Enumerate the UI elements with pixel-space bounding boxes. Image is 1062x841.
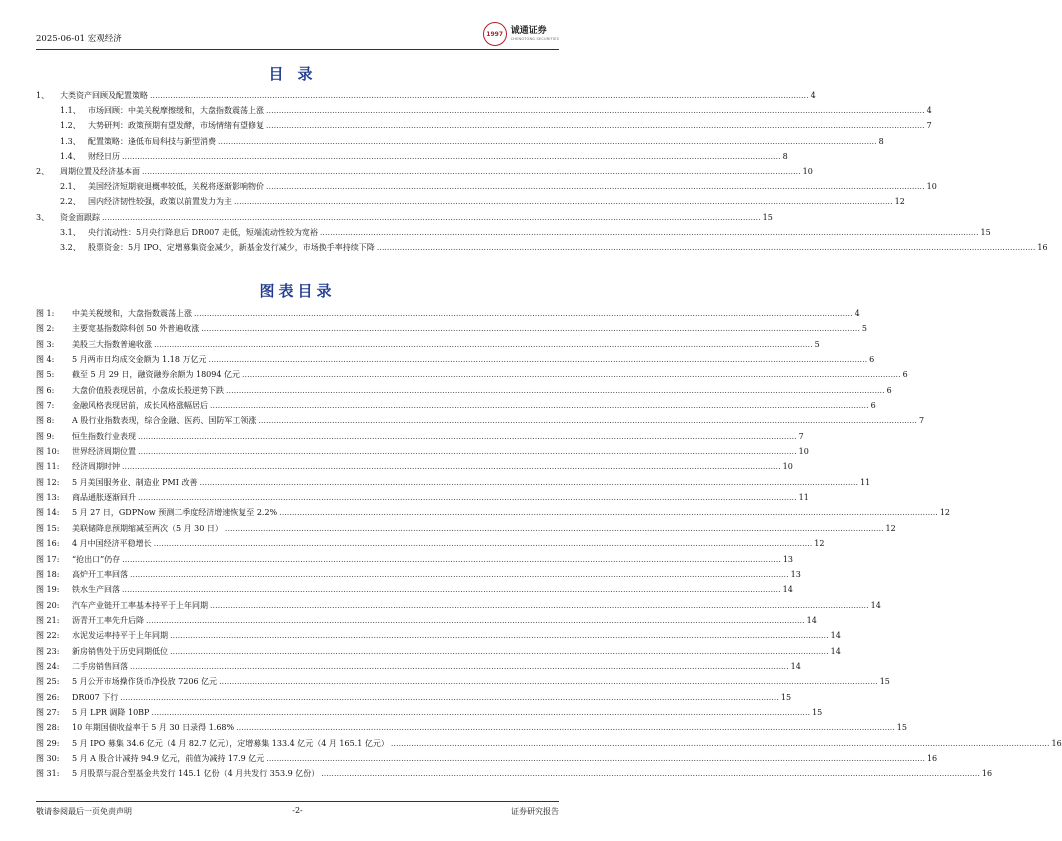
figure-entry-number: 图 8:	[36, 416, 55, 426]
figure-entry[interactable]	[36, 690, 792, 705]
dot-leader	[122, 459, 781, 474]
toc-entry[interactable]	[36, 103, 932, 118]
figure-entry[interactable]	[36, 613, 817, 628]
dot-leader	[209, 352, 868, 367]
figure-entry-page: 15	[812, 707, 823, 717]
toc-title: 目录	[268, 65, 327, 83]
figure-entry[interactable]	[36, 337, 820, 352]
toc-entry-title: 财经日历	[88, 151, 120, 161]
figure-entry-page: 12	[885, 523, 896, 533]
figure-entry-number: 图 21:	[36, 615, 60, 625]
figure-entry-page: 15	[896, 723, 907, 733]
toc-entry[interactable]	[36, 88, 816, 103]
figure-entry-page: 6	[902, 370, 908, 380]
figure-entry-title: 经济周期时钟	[72, 462, 120, 472]
figure-entry-title: 水泥发运率持平于上年同期	[72, 631, 168, 641]
toc-entry-page: 8	[782, 151, 788, 161]
figure-entry-number: 图 23:	[36, 646, 60, 656]
dot-leader	[138, 444, 797, 459]
dot-leader	[170, 628, 829, 643]
toc-entry[interactable]	[36, 210, 773, 225]
figure-entry[interactable]	[36, 598, 881, 613]
figure-entry[interactable]	[36, 766, 993, 781]
figure-entry-title: 5 月 A 股合计减持 94.9 亿元，前值为减持 17.9 亿元	[72, 753, 265, 763]
figure-entry-page: 15	[780, 692, 792, 702]
figure-entry[interactable]	[36, 505, 950, 520]
figure-entry-number: 图 19:	[36, 585, 60, 595]
figure-entry-page: 7	[798, 431, 804, 441]
figure-entry-number: 图 7:	[36, 401, 55, 411]
toc-entry[interactable]	[36, 164, 813, 179]
figure-entry-page: 11	[860, 477, 871, 487]
figure-entry-number: 图 2:	[36, 324, 55, 334]
dot-leader	[138, 490, 797, 505]
figure-entry[interactable]	[36, 751, 938, 766]
dot-leader	[154, 536, 813, 551]
figure-entry-title: DR007 下行	[72, 692, 119, 702]
figure-entry-page: 12	[939, 508, 950, 518]
figure-entry-number: 图 13:	[36, 493, 60, 503]
toc-entry-page: 15	[980, 227, 991, 237]
toc-entry-number: 1.2、	[60, 121, 81, 131]
figure-entry-number: 图 3:	[36, 339, 55, 349]
figure-entry-number: 图 14:	[36, 508, 60, 518]
figure-entry-title: 5 月公开市场操作货币净投放 7206 亿元	[72, 677, 218, 687]
figure-entry-page: 4	[854, 309, 860, 318]
toc-entry[interactable]	[36, 240, 1048, 255]
logo-name-cn: 诚通证券	[510, 25, 547, 36]
figure-entry-title: 大盘价值股表现居前，小盘成长股逆势下跌	[72, 385, 224, 395]
figure-entry-page: 10	[798, 447, 809, 457]
figure-entry-title: 美股三大指数普遍收涨	[72, 339, 152, 349]
dot-leader	[120, 690, 779, 705]
toc-entry-title: 市场回顾：中美关税摩擦缓和，大盘指数震荡上涨	[88, 106, 264, 116]
figure-entry-title: 4 月中国经济平稳增长	[72, 539, 152, 549]
figure-entry[interactable]	[36, 459, 793, 474]
figure-entry-title: 5 月股票与混合型基金共发行 145.1 亿份（4 月共发行 353.9 亿份）	[72, 769, 320, 779]
figure-entry-number: 图 15:	[36, 523, 60, 533]
dot-leader	[225, 521, 884, 536]
toc-entry-title: 大类资产回顾及配置策略	[60, 91, 148, 100]
figure-entry[interactable]	[36, 413, 925, 428]
dot-leader	[130, 567, 789, 582]
figure-entry[interactable]	[36, 306, 860, 321]
figure-entry-number: 图 9:	[36, 431, 55, 441]
dot-leader	[102, 210, 761, 225]
toc-entry-number: 1、	[36, 91, 50, 100]
dot-leader	[210, 398, 869, 413]
figure-entry-title: 铁水生产回落	[72, 585, 120, 595]
dot-leader	[150, 88, 809, 103]
figure-entry-title: 新房销售处于历史同期低位	[72, 646, 168, 656]
dot-leader	[146, 613, 805, 628]
figure-entry-number: 图 29:	[36, 738, 60, 748]
figure-entry[interactable]	[36, 321, 867, 336]
toc-entry-number: 2.1、	[60, 182, 81, 192]
dot-leader	[377, 240, 1036, 255]
figure-index	[36, 306, 1062, 782]
dot-leader	[218, 134, 877, 149]
figure-entry-title: “抢出口”仍存	[72, 554, 121, 564]
toc-entry-number: 2、	[36, 166, 50, 176]
dot-leader	[242, 367, 901, 382]
toc-entry-title: 央行流动性：5月央行降息后 DR007 走低，短端流动性较为宽裕	[88, 227, 318, 237]
figure-entry-number: 图 31:	[36, 769, 60, 779]
toc-entry-page: 8	[878, 136, 884, 146]
toc-entry-title: 大势研判：政策预期有望发酵，市场情绪有望修复	[88, 121, 264, 131]
figure-entry-title: 二手房销售回落	[72, 661, 128, 671]
dot-leader	[391, 736, 1050, 751]
figure-entry-number: 图 4:	[36, 355, 55, 365]
dot-leader	[122, 149, 781, 164]
figure-entry-title: 恒生指数行业表现	[72, 431, 136, 441]
toc-entry-page: 4	[926, 106, 932, 116]
toc-entry-number: 2.2、	[60, 197, 81, 207]
figure-entry-title: 沥青开工率先升后降	[72, 615, 144, 625]
dot-leader	[219, 674, 878, 689]
figure-entry-page: 6	[886, 385, 892, 395]
figure-index-title: 图表目录	[259, 282, 336, 300]
dot-leader	[154, 337, 813, 352]
figure-entry-page: 14	[870, 600, 881, 610]
toc-entry[interactable]	[36, 134, 884, 149]
figure-entry[interactable]	[36, 567, 801, 582]
figure-entry-number: 图 6:	[36, 385, 55, 395]
figure-entry[interactable]	[36, 644, 841, 659]
dot-leader	[130, 659, 789, 674]
figure-entry-title: 汽车产业链开工率基本持平于上年同期	[72, 600, 208, 610]
figure-entry-page: 13	[782, 554, 794, 564]
figure-entry[interactable]	[36, 674, 890, 689]
figure-entry-number: 图 27:	[36, 707, 60, 717]
dot-leader	[194, 306, 853, 321]
figure-entry-title: 5 月美国服务业、制造业 PMI 改善	[72, 477, 198, 487]
figure-entry[interactable]	[36, 552, 794, 567]
toc-entry[interactable]	[36, 225, 991, 240]
dot-leader	[210, 598, 869, 613]
dot-leader	[234, 194, 893, 209]
toc-entry-number: 1.1、	[60, 106, 81, 116]
dot-leader	[122, 552, 781, 567]
toc-entry-number: 3、	[36, 212, 50, 222]
figure-entry-page: 5	[861, 324, 867, 334]
dot-leader	[266, 103, 925, 118]
figure-entry-title: 10 年期国债收益率于 5 月 30 日录得 1.68%	[72, 723, 235, 733]
figure-entry[interactable]	[36, 383, 892, 398]
figure-entry-number: 图 24:	[36, 661, 60, 671]
header-rule	[36, 49, 559, 50]
company-logo	[483, 22, 559, 46]
figure-entry-page: 16	[981, 769, 993, 779]
figure-entry-page: 5	[814, 339, 820, 349]
dot-leader	[199, 475, 858, 490]
figure-entry[interactable]	[36, 444, 809, 459]
figure-entry-page: 15	[879, 677, 890, 687]
figure-entry-title: A 股行业指数表现，综合金融、医药、国防军工领涨	[72, 416, 257, 426]
figure-entry-title: 5 月 IPO 募集 34.6 亿元（4 月 82.7 亿元），定增募集 133.4 亿元（4 月 165.1 亿元）	[72, 738, 389, 748]
toc-entry-page: 15	[762, 212, 773, 222]
figure-entry[interactable]	[36, 475, 871, 490]
figure-entry-page: 14	[806, 615, 817, 625]
figure-entry-page: 13	[790, 569, 801, 579]
figure-entry-title: 5 月 27 日，GDPNow 预测二季度经济增速恢复至 2.2%	[72, 508, 278, 518]
figure-entry-page: 12	[814, 539, 825, 549]
toc-entry-page: 4	[810, 91, 816, 100]
page-number: -2-	[292, 806, 303, 815]
figure-entry-page: 6	[870, 401, 876, 411]
table-of-contents	[36, 88, 1048, 255]
dot-leader	[226, 383, 885, 398]
figure-entry-title: 高炉开工率回落	[72, 569, 128, 579]
figure-entry[interactable]	[36, 490, 809, 505]
toc-entry-number: 1.3、	[60, 136, 81, 146]
figure-entry-title: 截至 5 月 29 日，融资融券余额为 18094 亿元	[72, 370, 240, 380]
dot-leader	[138, 429, 797, 444]
figure-entry[interactable]	[36, 628, 841, 643]
toc-entry-number: 1.4、	[60, 151, 81, 161]
figure-entry-number: 图 12:	[36, 477, 60, 487]
figure-entry-page: 14	[830, 631, 841, 641]
figure-entry-number: 图 5:	[36, 370, 55, 380]
figure-entry[interactable]	[36, 536, 825, 551]
figure-entry-page: 10	[782, 462, 793, 472]
figure-entry-number: 图 1:	[36, 309, 55, 318]
page-footer	[36, 801, 559, 818]
toc-entry-number: 3.1、	[60, 227, 81, 237]
header-date: 2025-06-01 宏观经济	[36, 34, 122, 44]
figure-entry-number: 图 20:	[36, 600, 60, 610]
figure-entry-page: 14	[790, 661, 801, 671]
toc-entry-title: 股票资金：5月 IPO、定增募集资金减少，新基金发行减少，市场换手率持续下降	[88, 242, 375, 252]
toc-entry-page: 7	[926, 121, 932, 131]
footer-disclaimer: 敬请参阅最后一页免责声明	[36, 807, 132, 816]
figure-entry-number: 图 26:	[36, 692, 60, 702]
figure-entry[interactable]	[36, 736, 1062, 751]
toc-entry[interactable]	[36, 149, 788, 164]
figure-entry[interactable]	[36, 582, 793, 597]
dot-leader	[151, 705, 810, 720]
toc-entry-page: 12	[894, 197, 905, 207]
figure-entry-title: 金融风格表现居前，成长风格涨幅居后	[72, 401, 208, 411]
figure-entry-title: 中美关税缓和，大盘指数震荡上涨	[72, 309, 192, 318]
figure-entry-number: 图 16:	[36, 539, 60, 549]
figure-entry-page: 7	[918, 416, 925, 426]
toc-entry-page: 10	[926, 182, 937, 192]
footer-report-type: 证券研究报告	[511, 807, 559, 816]
figure-entry-page: 16	[926, 753, 938, 763]
figure-entry-number: 图 22:	[36, 631, 60, 641]
figure-entry-number: 图 25:	[36, 677, 60, 687]
toc-entry[interactable]	[36, 179, 937, 194]
page-header	[36, 20, 559, 50]
figure-entry[interactable]	[36, 720, 907, 735]
figure-entry-title: 美联储降息预期缩减至两次（5 月 30 日）	[72, 523, 223, 533]
figure-entry-page: 6	[869, 355, 875, 365]
figure-entry-number: 图 18:	[36, 569, 60, 579]
figure-entry-page: 16	[1051, 738, 1062, 748]
figure-entry-number: 图 30:	[36, 753, 60, 763]
dot-leader	[170, 644, 829, 659]
toc-entry-title: 资金面跟踪	[60, 212, 100, 222]
dot-leader	[266, 179, 925, 194]
toc-entry-title: 周期位置及经济基本面	[60, 166, 140, 176]
figure-entry-title: 主要宽基指数除科创 50 外普遍收涨	[72, 324, 200, 334]
dot-leader	[122, 582, 781, 597]
toc-entry[interactable]	[36, 194, 905, 209]
toc-entry-page: 10	[802, 166, 813, 176]
figure-entry[interactable]	[36, 705, 823, 720]
figure-entry-title: 5 月 LPR 调降 10BP	[72, 707, 150, 717]
dot-leader	[201, 321, 860, 336]
dot-leader	[266, 118, 925, 133]
figure-entry-page: 14	[782, 585, 793, 595]
dot-leader	[320, 225, 979, 240]
toc-entry-page: 16	[1037, 242, 1048, 252]
figure-entry[interactable]	[36, 352, 875, 367]
toc-entry-title: 美国经济短期衰退概率较低，关税将逐渐影响物价	[88, 182, 264, 192]
figure-entry-title: 5 月两市日均成交金额为 1.18 万亿元	[72, 355, 207, 365]
figure-entry-number: 图 11:	[36, 462, 60, 472]
figure-entry[interactable]	[36, 659, 801, 674]
logo-name-en: CHENGTONG SECURITIES	[510, 36, 559, 41]
dot-leader	[258, 413, 917, 428]
toc-entry-title: 配置策略：逢低布局科技与新型消费	[88, 136, 216, 146]
figure-entry-number: 图 17:	[36, 554, 60, 564]
figure-entry-page: 14	[830, 646, 841, 656]
toc-entry-number: 3.2、	[60, 242, 81, 252]
toc-entry[interactable]	[36, 118, 932, 133]
figure-entry[interactable]	[36, 429, 804, 444]
figure-entry-page: 11	[798, 493, 809, 503]
figure-entry[interactable]	[36, 398, 876, 413]
dot-leader	[236, 720, 895, 735]
figure-entry-title: 商品通胀逐渐回升	[72, 493, 136, 503]
figure-entry[interactable]	[36, 367, 908, 382]
dot-leader	[279, 505, 938, 520]
dot-leader	[321, 766, 980, 781]
toc-entry-title: 国内经济韧性较强，政策以前置发力为主	[88, 197, 232, 207]
figure-entry-number: 图 10:	[36, 447, 60, 457]
dot-leader	[266, 751, 925, 766]
dot-leader	[142, 164, 801, 179]
figure-entry[interactable]	[36, 521, 896, 536]
logo-seal-icon: 1997	[483, 22, 507, 46]
figure-entry-title: 世界经济周期位置	[72, 447, 136, 457]
figure-entry-number: 图 28:	[36, 723, 60, 733]
